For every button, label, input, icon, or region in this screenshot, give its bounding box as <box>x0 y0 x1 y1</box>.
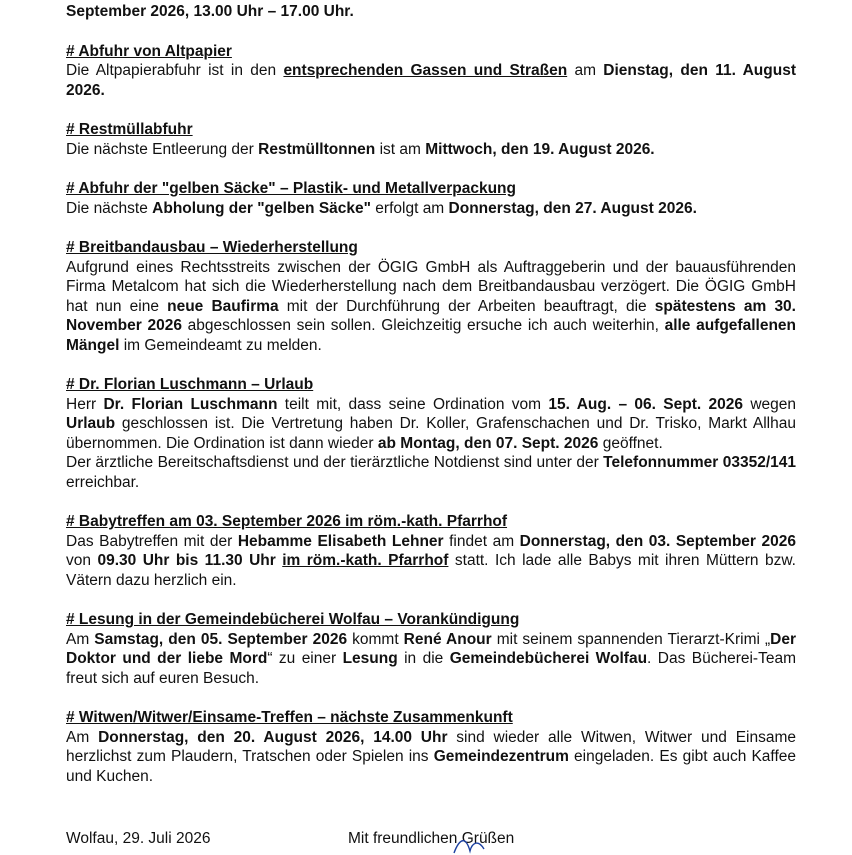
section-heading: # Lesung in der Gemeindebücherei Wolfau – Vorankündigung <box>66 611 520 628</box>
bold-text: Donnerstag, den 20. August 2026, 14.00 Uhr <box>98 728 448 746</box>
section <box>66 238 796 355</box>
bold-text: alle aufgefallenen Mängel <box>66 317 797 354</box>
section-paragraph <box>66 728 796 787</box>
body-text: Herr <box>66 395 104 413</box>
section <box>66 708 796 786</box>
body-text: im Gemeindeamt zu melden. <box>119 336 322 354</box>
body-text: “ zu einer <box>267 650 343 667</box>
section-spacer <box>66 218 796 238</box>
bold-text: 15. Aug. – 06. Sept. 2026 <box>548 395 743 413</box>
body-text: erreichbar. <box>66 473 140 491</box>
body-text: in die <box>397 650 450 667</box>
bold-text: im röm.-kath. Pfarrhof <box>282 552 449 569</box>
section-paragraph <box>66 140 796 160</box>
section-heading: # Abfuhr von Altpapier <box>66 42 232 60</box>
body-text: erfolgt am <box>371 199 449 217</box>
section <box>66 179 796 218</box>
body-text: mit der Durchführung der Arbeiten beauftragt, die <box>278 297 655 315</box>
body-text: geschlossen ist. Die Vertretung haben Dr. Koller, Grafenschachen und Dr. Trisko, Markt Allhau übernommen. Die Ordination ist dann wieder <box>66 415 796 452</box>
section-heading: # Witwen/Witwer/Einsame-Treffen – nächste Zusammenkunft <box>66 709 513 726</box>
bold-text: Restmülltonnen <box>258 140 376 158</box>
document-page <box>66 0 796 786</box>
section-paragraph <box>66 258 796 356</box>
bold-text: Abholung der "gelben Säcke" <box>152 199 371 217</box>
body-text: mit seinem spannenden Tierarzt-Krimi „ <box>491 630 771 648</box>
bold-text: Donnerstag, den 27. August 2026. <box>448 199 697 217</box>
body-text: findet am <box>443 532 520 550</box>
body-text: am <box>567 62 604 79</box>
section-spacer <box>66 688 796 708</box>
body-text: teilt mit, dass seine Ordination vom <box>277 395 549 413</box>
bold-text: Gemeindebücherei Wolfau <box>449 650 648 667</box>
body-text: statt. Ich lade alle Babys mit ihren Müttern bzw. Vätern dazu herzlich ein. <box>66 552 796 589</box>
section-paragraph <box>66 630 796 689</box>
body-text: geöffnet. <box>598 434 663 452</box>
bold-text: Hebamme Elisabeth Lehner <box>237 532 444 550</box>
section-paragraph <box>66 395 796 454</box>
body-text: Am <box>66 630 95 648</box>
section-paragraph <box>66 61 796 100</box>
bold-text: Telefonnummer 03352/141 <box>603 454 796 471</box>
sections-container <box>66 22 796 787</box>
bold-text: 09.30 Uhr bis 11.30 Uhr <box>97 552 276 569</box>
section-paragraph <box>66 453 796 492</box>
section <box>66 120 796 159</box>
body-text: Das Babytreffen mit der <box>66 532 238 550</box>
body-text: Der ärztliche Bereitschaftsdienst und der tierärztliche Notdienst sind unter der <box>66 454 604 471</box>
body-text: . Das Bücherei-Team freut sich auf euren Besuch. <box>66 650 796 687</box>
section-spacer <box>66 492 796 512</box>
bold-text: neue Baufirma <box>167 297 279 315</box>
closing-greeting: Mit freundlichen Grüßen <box>348 830 515 847</box>
bold-text: Dienstag, den 11. August 2026. <box>66 62 796 99</box>
bold-text: Urlaub <box>66 415 116 432</box>
body-text: eingeladen. Es gibt auch Kaffee und Kuchen. <box>66 748 796 785</box>
bold-text: entsprechenden Gassen und Straßen <box>283 62 568 79</box>
top-line: September 2026, 13.00 Uhr – 17.00 Uhr. <box>66 3 354 20</box>
bold-text: Mittwoch, den 19. August 2026. <box>425 140 655 158</box>
bold-text: spätestens am 30. November 2026 <box>66 297 796 334</box>
section-paragraph <box>66 532 796 591</box>
section <box>66 512 796 590</box>
section <box>66 375 796 492</box>
section-heading: # Abfuhr der "gelben Säcke" – Plastik- und Metallverpackung <box>66 180 516 197</box>
signature-mark <box>452 835 492 855</box>
bold-text: René Anour <box>403 630 492 648</box>
place-date: Wolfau, 29. Juli 2026 <box>66 830 211 847</box>
section <box>66 610 796 688</box>
section-spacer <box>66 590 796 610</box>
body-text: Die nächste <box>66 199 153 217</box>
section-spacer <box>66 159 796 179</box>
section-paragraph <box>66 199 796 219</box>
body-text: wegen <box>743 395 796 413</box>
body-text: von <box>66 552 98 569</box>
body-text: abgeschlossen sein sollen. Gleichzeitig ersuche ich auch weiterhin, <box>181 317 665 334</box>
body-text: Aufgrund eines Rechtsstreits zwischen der ÖGIG GmbH als Auftraggeberin und der bauausführenden Firma Metalcom hat sich die Wiederherstellung nach dem Breitbandausbau verzögert. Die ÖGIG GmbH hat nun eine <box>66 258 796 315</box>
bold-text: Donnerstag, den 03. September 2026 <box>519 532 796 550</box>
section-spacer <box>66 22 796 42</box>
body-text: Die Altpapierabfuhr ist in den <box>66 62 284 79</box>
body-text: Am <box>66 728 99 746</box>
section-spacer <box>66 355 796 375</box>
section <box>66 42 796 101</box>
section-heading: # Dr. Florian Luschmann – Urlaub <box>66 376 314 393</box>
section-heading: # Restmüllabfuhr <box>66 121 193 138</box>
body-text: sind wieder alle Witwen, Witwer und Einsame herzlichst zum Plaudern, Tratschen oder Spielen ins <box>66 728 796 765</box>
body-text: kommt <box>347 630 404 648</box>
body-text: ist am <box>375 140 426 158</box>
bold-text: Der Doktor und der liebe Mord <box>66 630 796 667</box>
section-heading: # Breitbandausbau – Wiederherstellung <box>66 239 358 256</box>
bold-text: Dr. Florian Luschmann <box>103 395 278 413</box>
section-heading: # Babytreffen am 03. September 2026 im röm.-kath. Pfarrhof <box>66 513 508 530</box>
bold-text: Lesung <box>342 650 398 667</box>
bold-text: Samstag, den 05. September 2026 <box>94 630 348 648</box>
bold-text: ab Montag, den 07. Sept. 2026 <box>377 434 599 452</box>
body-text: Die nächste Entleerung der <box>66 140 259 158</box>
bold-text: Gemeindezentrum <box>433 748 569 765</box>
section-spacer <box>66 100 796 120</box>
